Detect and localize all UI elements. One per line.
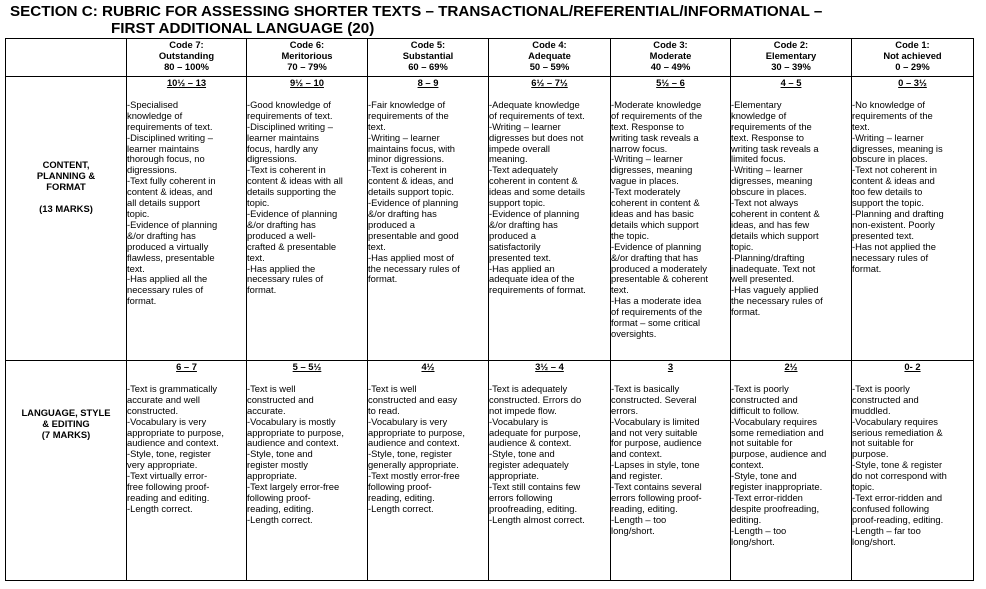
- descriptor-line: not suitable for: [731, 437, 793, 449]
- descriptor-line: constructed and easy: [368, 393, 458, 405]
- descriptor-line: free following proof-: [127, 481, 210, 493]
- descriptor-line: learner maintains: [127, 142, 199, 154]
- descriptor-line: -Style, tone, register: [127, 448, 211, 460]
- descriptor-line: meaning.: [489, 153, 528, 165]
- descriptor-line: -Vocabulary is very: [127, 415, 207, 427]
- descriptor-line: the topic.: [611, 229, 650, 241]
- descriptor-line: digressions.: [247, 153, 298, 165]
- descriptor-line: the necessary rules of: [368, 262, 460, 274]
- descriptor-line: -Style, tone & register: [852, 459, 943, 471]
- title-line-1: SECTION C: RUBRIC FOR ASSESSING SHORTER TEXTS – TRANSACTIONAL/REFERENTIAL/INFORMATIONAL –: [10, 3, 823, 20]
- descriptor-line: appropriate to purpose,: [368, 426, 465, 438]
- descriptor-line: proofreading, editing.: [489, 502, 578, 514]
- criterion-cell: [6, 361, 127, 581]
- descriptor-line: necessary rules of: [852, 251, 929, 263]
- descriptor-line: text. Response to: [611, 120, 684, 132]
- mark-range: 9½ – 10: [290, 77, 324, 88]
- descriptor-line: long/short.: [852, 535, 896, 547]
- descriptor-line: very appropriate.: [127, 459, 198, 471]
- descriptor-line: flawless, presentable: [127, 251, 215, 263]
- descriptor-line: following proof-: [247, 491, 311, 503]
- descriptor-line: necessary rules of: [127, 284, 204, 296]
- criterion-label-line: PLANNING &: [36, 170, 96, 181]
- descriptor-line: editing.: [731, 513, 762, 525]
- descriptor-line: not suitable for: [852, 437, 914, 449]
- descriptor-line: purpose, audience and: [731, 448, 827, 460]
- descriptor-line: &/or drafting has: [368, 207, 437, 219]
- descriptor-line: appropriate to purpose,: [247, 426, 344, 438]
- descriptor-line: -Disciplined writing –: [127, 131, 213, 143]
- descriptor-cell: [611, 361, 731, 581]
- descriptor-line: -Has applied most of: [368, 251, 454, 263]
- descriptor-line: necessary rules of: [247, 273, 324, 285]
- title-line-2: FIRST ADDITIONAL LANGUAGE (20): [111, 20, 375, 37]
- descriptor-line: format – some critical: [611, 317, 701, 329]
- criterion-label-line: (13 MARKS): [39, 203, 93, 214]
- descriptor-line: appropriate to purpose,: [127, 426, 224, 438]
- descriptor-line: -Style, tone, register: [368, 448, 452, 460]
- descriptor-line: well presented.: [731, 273, 795, 285]
- descriptor-line: thorough focus, no: [127, 153, 205, 165]
- descriptor-line: purpose.: [852, 448, 889, 460]
- descriptor-line: some remediation and: [731, 426, 824, 438]
- descriptor-line: coherent in content &: [611, 197, 700, 209]
- descriptor-line: crafted & presentable: [247, 240, 337, 252]
- descriptor-line: oversights.: [611, 327, 657, 339]
- descriptor-line: -Text fully coherent in: [127, 175, 216, 187]
- descriptor-line: requirements of the: [731, 120, 812, 132]
- descriptor-cell: [247, 361, 368, 581]
- descriptor-line: digresses but does not: [489, 131, 584, 143]
- descriptor-cell: [368, 361, 489, 581]
- descriptor-line: errors.: [611, 404, 639, 416]
- descriptor-line: presented text.: [489, 251, 552, 263]
- descriptor-line: -Vocabulary is: [489, 415, 548, 427]
- descriptor-line: -Vocabulary is limited: [611, 415, 700, 427]
- descriptor-line: narrow focus.: [611, 142, 668, 154]
- descriptor-cell: [247, 77, 368, 361]
- descriptor-line: ideas and has basic: [611, 207, 694, 219]
- header-row: [6, 39, 974, 77]
- criterion-label-line: FORMAT: [46, 181, 86, 192]
- descriptor-line: text.: [852, 120, 870, 132]
- descriptor-line: -Text moderately: [611, 186, 681, 198]
- descriptor-line: -Text error-ridden: [731, 491, 803, 503]
- descriptor-line: despite proofreading,: [731, 502, 820, 514]
- descriptor-line: -Text is basically: [611, 382, 680, 394]
- descriptor-line: too few details to: [852, 186, 923, 198]
- descriptor-line: details supporting the: [247, 186, 337, 198]
- descriptor-line: maintains focus, with: [368, 142, 456, 154]
- descriptor-line: -Text contains several: [611, 481, 702, 493]
- descriptor-line: not impede flow.: [489, 404, 557, 416]
- descriptor-line: requirements of text.: [247, 109, 333, 121]
- header-code-2: Code 2: Elementary 30 – 39%: [731, 39, 852, 77]
- descriptor-line: constructed and: [852, 393, 919, 405]
- descriptor-line: audience & context.: [489, 437, 572, 449]
- descriptor-line: text.: [127, 262, 145, 274]
- descriptor-line: details which support: [731, 229, 819, 241]
- descriptor-line: audience and context.: [127, 437, 219, 449]
- descriptor-line: -Text is poorly: [852, 382, 910, 394]
- descriptor-line: presentable and good: [368, 229, 459, 241]
- descriptor-line: writing task reveals a: [611, 131, 699, 143]
- descriptor-line: -Text error-ridden and: [852, 491, 943, 503]
- header-blank-cell: [6, 39, 127, 77]
- descriptor-line: audience and context.: [247, 437, 339, 449]
- descriptor-line: -Fair knowledge of: [368, 98, 446, 110]
- descriptor-line: serious remediation &: [852, 426, 943, 438]
- descriptor-line: the necessary rules of: [731, 295, 823, 307]
- descriptor-line: reading, editing.: [611, 502, 678, 514]
- descriptor-line: text.: [368, 240, 386, 252]
- descriptor-line: -Vocabulary requires: [731, 415, 817, 427]
- descriptor-line: digressions.: [127, 164, 178, 176]
- descriptor-line: inadequate. Text not: [731, 262, 816, 274]
- descriptor-line: details which support: [611, 218, 699, 230]
- descriptor-line: format.: [368, 273, 398, 285]
- descriptor-line: -Text is grammatically: [127, 382, 218, 394]
- descriptor-line: -Evidence of planning: [489, 207, 580, 219]
- descriptor-line: -Text is coherent in: [247, 164, 326, 176]
- descriptor-line: -Text not coherent in: [852, 164, 937, 176]
- mark-range: 6½ – 7½: [531, 77, 568, 88]
- descriptor-line: -Text not always: [731, 197, 799, 209]
- descriptor-line: audience and context.: [368, 437, 460, 449]
- descriptor-line: -Writing – learner: [489, 120, 561, 132]
- descriptor-line: content & ideas, and: [127, 186, 213, 198]
- descriptor-line: generally appropriate.: [368, 459, 459, 471]
- rubric-table: [5, 38, 974, 581]
- descriptor-line: adequate idea of the: [489, 273, 575, 285]
- descriptor-line: -Text is coherent in: [368, 164, 447, 176]
- descriptor-line: digresses, meaning: [611, 164, 693, 176]
- mark-range: 3½ – 4: [535, 361, 564, 372]
- descriptor-cell: [731, 361, 852, 581]
- descriptor-line: -Length – too: [731, 524, 787, 536]
- descriptor-cell: [611, 77, 731, 361]
- descriptor-line: -Evidence of planning: [368, 197, 459, 209]
- descriptor-line: impede overall: [489, 142, 550, 154]
- descriptor-line: -Has applied all the: [127, 273, 208, 285]
- descriptor-line: constructed. Errors do: [489, 393, 582, 405]
- descriptor-line: knowledge of: [127, 109, 183, 121]
- descriptor-line: produced a moderately: [611, 262, 707, 274]
- descriptor-line: vague in places.: [611, 175, 679, 187]
- descriptor-line: long/short.: [731, 535, 775, 547]
- descriptor-line: topic.: [247, 197, 270, 209]
- descriptor-line: -Has a moderate idea: [611, 295, 702, 307]
- descriptor-cell: [852, 77, 974, 361]
- descriptor-line: -Text adequately: [489, 164, 558, 176]
- descriptor-line: -Length – far too: [852, 524, 921, 536]
- descriptor-line: format.: [127, 295, 157, 307]
- descriptor-line: -Planning and drafting: [852, 207, 944, 219]
- descriptor-line: presentable & coherent: [611, 273, 708, 285]
- descriptor-line: support topic.: [489, 197, 546, 209]
- descriptor-line: -Length correct.: [127, 502, 193, 514]
- descriptor-line: requirements of the: [368, 109, 449, 121]
- descriptor-line: knowledge of: [731, 109, 787, 121]
- descriptor-line: -Vocabulary is very: [368, 415, 448, 427]
- row-language-style-editing: [6, 361, 974, 581]
- descriptor-line: -Text mostly error-free: [368, 470, 460, 482]
- descriptor-line: digresses, meaning is: [852, 142, 943, 154]
- descriptor-line: obscure in places.: [852, 153, 928, 165]
- descriptor-line: requirements of text.: [127, 120, 213, 132]
- descriptor-line: of requirements of the: [611, 109, 703, 121]
- criterion-cell: [6, 77, 127, 361]
- descriptor-line: -Text is adequately: [489, 382, 568, 394]
- descriptor-line: produced a: [489, 229, 536, 241]
- descriptor-line: proof-reading, editing.: [852, 513, 944, 525]
- descriptor-line: produced a virtually: [127, 240, 209, 252]
- descriptor-line: -Good knowledge of: [247, 98, 331, 110]
- descriptor-line: -Moderate knowledge: [611, 98, 702, 110]
- mark-range: 5 – 5½: [292, 361, 322, 372]
- descriptor-line: -Evidence of planning: [247, 207, 338, 219]
- descriptor-line: for purpose, audience: [611, 437, 702, 449]
- descriptor-line: ideas, and has few: [731, 218, 810, 230]
- descriptor-line: produced a well-: [247, 229, 316, 241]
- descriptor-line: support the topic.: [852, 197, 924, 209]
- row-content-planning-format: [6, 77, 974, 361]
- descriptor-line: format.: [731, 306, 761, 318]
- descriptor-line: muddled.: [852, 404, 891, 416]
- descriptor-line: -Specialised: [127, 98, 179, 110]
- descriptor-line: -Text largely error-free: [247, 481, 340, 493]
- descriptor-line: ideas and some details: [489, 186, 585, 198]
- descriptor-line: obscure in places.: [731, 186, 807, 198]
- descriptor-line: format.: [247, 284, 277, 296]
- descriptor-cell: [852, 361, 974, 581]
- descriptor-line: -Length correct.: [368, 502, 434, 514]
- descriptor-line: &/or drafting that has: [611, 251, 699, 263]
- descriptor-line: of requirements of text.: [489, 109, 585, 121]
- descriptor-line: focus, hardly any: [247, 142, 318, 154]
- descriptor-line: do not correspond with: [852, 470, 947, 482]
- descriptor-line: topic.: [127, 207, 150, 219]
- mark-range: 4½: [421, 361, 435, 372]
- descriptor-line: -Disciplined writing –: [247, 120, 333, 132]
- descriptor-line: -Evidence of planning: [611, 240, 702, 252]
- descriptor-line: -No knowledge of: [852, 98, 925, 110]
- mark-range: 3: [667, 361, 674, 372]
- descriptor-line: minor digressions.: [368, 153, 445, 165]
- descriptor-line: -Text still contains few: [489, 481, 581, 493]
- descriptor-line: &/or drafting has: [489, 218, 558, 230]
- descriptor-line: topic.: [852, 481, 875, 493]
- descriptor-line: coherent in content &: [489, 175, 578, 187]
- descriptor-line: constructed and: [731, 393, 798, 405]
- page-title: [10, 3, 822, 37]
- descriptor-line: adequate for purpose,: [489, 426, 581, 438]
- descriptor-line: text.: [368, 120, 386, 132]
- descriptor-line: -Text is well: [247, 382, 296, 394]
- descriptor-line: -Has applied the: [247, 262, 316, 274]
- descriptor-line: requirements of format.: [489, 284, 586, 296]
- descriptor-line: -Has not applied the: [852, 240, 936, 252]
- descriptor-line: -Evidence of planning: [127, 218, 218, 230]
- descriptor-cell: [489, 77, 611, 361]
- descriptor-line: content & ideas and: [852, 175, 935, 187]
- descriptor-line: produced a: [368, 218, 415, 230]
- descriptor-line: -Elementary: [731, 98, 782, 110]
- descriptor-line: all details support: [127, 197, 200, 209]
- descriptor-cell: [127, 77, 247, 361]
- descriptor-cell: [731, 77, 852, 361]
- descriptor-cell: [127, 361, 247, 581]
- criterion-label-line: [6, 192, 126, 203]
- descriptor-line: of requirements of the: [611, 306, 703, 318]
- descriptor-line: format.: [852, 262, 882, 274]
- descriptor-line: -Length almost correct.: [489, 513, 585, 525]
- descriptor-line: register adequately: [489, 459, 569, 471]
- criterion-label-line: CONTENT,: [42, 159, 90, 170]
- header-code-3: Code 3: Moderate 40 – 49%: [611, 39, 731, 77]
- mark-range: 4 – 5: [780, 77, 802, 88]
- header-code-6: Code 6: Meritorious 70 – 79%: [247, 39, 368, 77]
- header-code-4: Code 4: Adequate 50 – 59%: [489, 39, 611, 77]
- descriptor-line: constructed and: [247, 393, 314, 405]
- descriptor-line: -Style, tone and: [489, 448, 555, 460]
- descriptor-line: -Style, tone and: [731, 470, 797, 482]
- descriptor-line: reading, editing.: [247, 502, 314, 514]
- descriptor-line: -Text virtually error-: [127, 470, 208, 482]
- descriptor-line: text. Response to: [731, 131, 804, 143]
- descriptor-line: appropriate.: [247, 470, 298, 482]
- descriptor-line: text.: [247, 251, 265, 263]
- descriptor-line: content & ideas, and: [368, 175, 454, 187]
- descriptor-line: -Style, tone and: [247, 448, 313, 460]
- descriptor-line: register mostly: [247, 459, 308, 471]
- descriptor-line: topic.: [731, 240, 754, 252]
- mark-range: 2½: [784, 361, 798, 372]
- descriptor-line: -Writing – learner: [852, 131, 924, 143]
- descriptor-line: appropriate.: [489, 470, 540, 482]
- descriptor-line: -Text is poorly: [731, 382, 789, 394]
- descriptor-line: constructed.: [127, 404, 179, 416]
- descriptor-line: -Writing – learner: [368, 131, 440, 143]
- descriptor-line: reading and editing.: [127, 491, 210, 503]
- descriptor-line: limited focus.: [731, 153, 786, 165]
- mark-range: 5½ – 6: [656, 77, 685, 88]
- descriptor-line: satisfactorily: [489, 240, 541, 252]
- descriptor-line: content & ideas with all: [247, 175, 343, 187]
- descriptor-line: text.: [611, 284, 629, 296]
- descriptor-line: and not very suitable: [611, 426, 698, 438]
- descriptor-line: -Has vaguely applied: [731, 284, 819, 296]
- header-code-7: Code 7: Outstanding 80 – 100%: [127, 39, 247, 77]
- descriptor-line: -Length correct.: [247, 513, 313, 525]
- descriptor-line: accurate and well: [127, 393, 200, 405]
- descriptor-line: -Lapses in style, tone: [611, 459, 700, 471]
- descriptor-line: -Planning/drafting: [731, 251, 805, 263]
- descriptor-line: accurate.: [247, 404, 286, 416]
- descriptor-line: &/or drafting has: [127, 229, 196, 241]
- descriptor-line: errors following proof-: [611, 491, 702, 503]
- descriptor-line: non-existent. Poorly: [852, 218, 935, 230]
- criterion-label-line: & EDITING: [42, 418, 90, 429]
- mark-range: 10½ – 13: [166, 77, 207, 88]
- descriptor-line: &/or drafting has: [247, 218, 316, 230]
- descriptor-line: to read.: [368, 404, 400, 416]
- criterion-label-line: LANGUAGE, STYLE: [21, 407, 111, 418]
- descriptor-line: and register.: [611, 470, 663, 482]
- mark-range: 0 – 3½: [898, 77, 927, 88]
- descriptor-line: -Writing – learner: [611, 153, 683, 165]
- descriptor-line: digresses, meaning: [731, 175, 813, 187]
- descriptor-line: -Vocabulary is mostly: [247, 415, 336, 427]
- descriptor-line: confused following: [852, 502, 930, 514]
- descriptor-line: context.: [731, 459, 764, 471]
- descriptor-line: coherent in content &: [731, 207, 820, 219]
- descriptor-line: -Has applied an: [489, 262, 555, 274]
- descriptor-line: register inappropriate.: [731, 481, 823, 493]
- descriptor-cell: [489, 361, 611, 581]
- descriptor-line: requirements of the: [852, 109, 933, 121]
- descriptor-line: errors following: [489, 491, 553, 503]
- descriptor-line: reading, editing.: [368, 491, 435, 503]
- descriptor-line: constructed. Several: [611, 393, 697, 405]
- descriptor-line: details support topic.: [368, 186, 454, 198]
- descriptor-line: following proof-: [368, 481, 432, 493]
- descriptor-line: learner maintains: [247, 131, 319, 143]
- descriptor-line: and context.: [611, 448, 663, 460]
- descriptor-line: -Vocabulary requires: [852, 415, 938, 427]
- descriptor-line: long/short.: [611, 524, 655, 536]
- descriptor-line: writing task reveals a: [731, 142, 819, 154]
- criterion-label-line: (7 MARKS): [41, 429, 91, 440]
- descriptor-line: -Text is well: [368, 382, 417, 394]
- descriptor-line: presented text.: [852, 229, 915, 241]
- descriptor-line: -Writing – learner: [731, 164, 803, 176]
- header-code-5: Code 5: Substantial 60 – 69%: [368, 39, 489, 77]
- descriptor-cell: [368, 77, 489, 361]
- mark-range: 0- 2: [904, 361, 921, 372]
- header-code-1: Code 1: Not achieved 0 – 29%: [852, 39, 974, 77]
- descriptor-line: -Adequate knowledge: [489, 98, 580, 110]
- mark-range: 6 – 7: [176, 361, 197, 372]
- mark-range: 8 – 9: [417, 77, 439, 88]
- descriptor-line: -Length – too: [611, 513, 667, 525]
- descriptor-line: difficult to follow.: [731, 404, 800, 416]
